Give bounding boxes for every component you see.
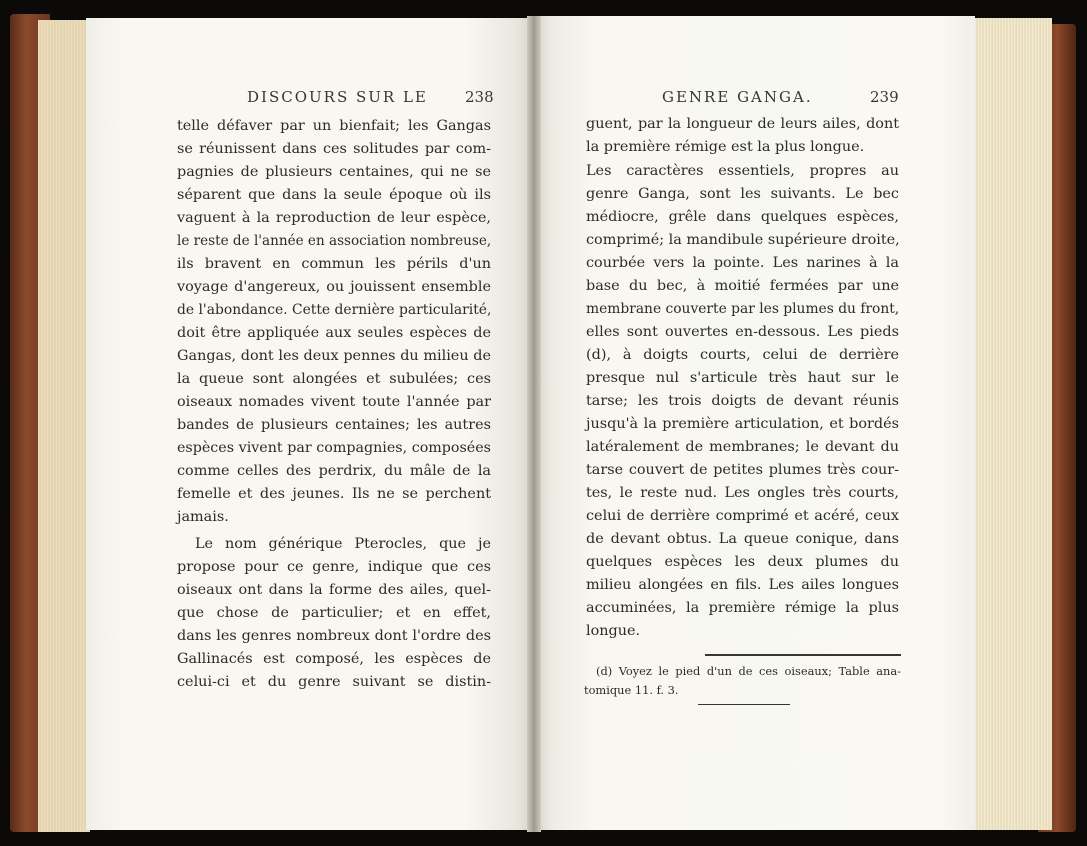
text-line: de devant obtus. La queue conique, dans [586,531,899,547]
footnote-rule [705,654,901,656]
right-body-text [586,113,899,653]
footnote-line: (d) Voyez le pied d'un de ces oiseaux; Table ana- [596,664,901,678]
text-line: dans les genres nombreux dont l'ordre des [177,628,491,644]
text-line: vaguent à la reproduction de leur espèce, [177,210,491,226]
text-line: jusqu'à la première articulation, et bordés [586,416,899,432]
left-body-text [177,115,491,695]
text-line: longue. [586,623,641,639]
text-line: espèces vivent par compagnies, composées [177,440,491,456]
text-line: presque nul s'articule très haut sur le [586,370,899,386]
text-line: milieu alongées en fils. Les ailes longues [586,577,899,593]
text-line: oiseaux nomades vivent toute l'année par [177,394,491,410]
text-line: femelle et des jeunes. Ils ne se perchent [177,486,491,502]
left-page-number: 238 [465,88,494,106]
text-line: la première rémige est la plus longue. [586,139,865,155]
footnote-end-rule [698,704,790,705]
text-line: que chose de particulier; et en effet, [177,605,491,621]
text-line: oiseaux ont dans la forme des ailes, quel- [177,582,491,598]
text-line: Gallinacés est composé, les espèces de [177,651,491,667]
text-line: (d), à doigts courts, celui de derrière [586,347,899,363]
text-line: Gangas, dont les deux pennes du milieu de [177,348,491,364]
text-line: genre Ganga, sont les suivants. Le bec [586,186,899,202]
text-line: tarse; les trois doigts de devant réunis [586,393,899,409]
text-line: médiocre, grêle dans quelques espèces, [586,209,899,225]
text-line: propose pour ce genre, indique que ces [177,559,491,575]
text-line: le reste de l'année en association nombreuse, [177,233,492,249]
text-line: doit être appliquée aux seules espèces de [177,325,491,341]
page-edges-left [38,20,90,832]
text-line: celui de derrière comprimé et acéré, ceux [586,508,899,524]
right-running-header [0,88,1087,110]
text-line: Les caractères essentiels, propres au [586,163,899,179]
text-line: guent, par la longueur de leurs ailes, dont [586,116,899,132]
text-line: accuminées, la première rémige la plus [586,600,899,616]
text-line: jamais. [177,509,229,525]
text-line: Le nom générique Pterocles, que je [195,536,491,552]
text-line: courbée vers la pointe. Les narines à la [586,255,899,271]
footnote-line: tomique 11. f. 3. [584,683,679,697]
text-line: séparent que dans la seule époque où ils [177,187,491,203]
text-line: ils bravent en commun les périls d'un [177,256,491,272]
text-line: quelques espèces les deux plumes du [586,554,899,570]
text-line: bandes de plusieurs centaines; les autres [177,417,491,433]
right-page-number: 239 [870,88,899,106]
book-gutter [527,16,541,832]
text-line: se réunissent dans ces solitudes par com- [177,141,491,157]
text-line: de l'abondance. Cette dernière particularité, [177,302,492,318]
text-line: elles sont ouvertes en-dessous. Les pieds [586,324,899,340]
text-line: tarse couvert de petites plumes très cour- [586,462,899,478]
text-line: tes, le reste nud. Les ongles très courts, [586,485,899,501]
text-line: telle défaver par un bienfait; les Gangas [177,118,491,134]
text-line: pagnies de plusieurs centaines, qui ne se [177,164,491,180]
text-line: voyage d'angereux, ou jouissent ensemble [177,279,491,295]
left-header-title: DISCOURS SUR LE [247,88,428,106]
text-line: latéralement de membranes; le devant du [586,439,899,455]
page-edges-right [972,18,1052,830]
text-line: base du bec, à moitié fermées par une [586,278,899,294]
text-line: la queue sont alongées et subulées; ces [177,371,491,387]
text-line: membrane couverte par les plumes du front, [586,301,900,317]
text-line: comprimé; la mandibule supérieure droite, [586,232,900,248]
right-header-title: GENRE GANGA. [662,88,813,106]
footnote [584,661,901,703]
text-line: celui-ci et du genre suivant se distin- [177,674,491,690]
text-line: comme celles des perdrix, du mâle de la [177,463,491,479]
